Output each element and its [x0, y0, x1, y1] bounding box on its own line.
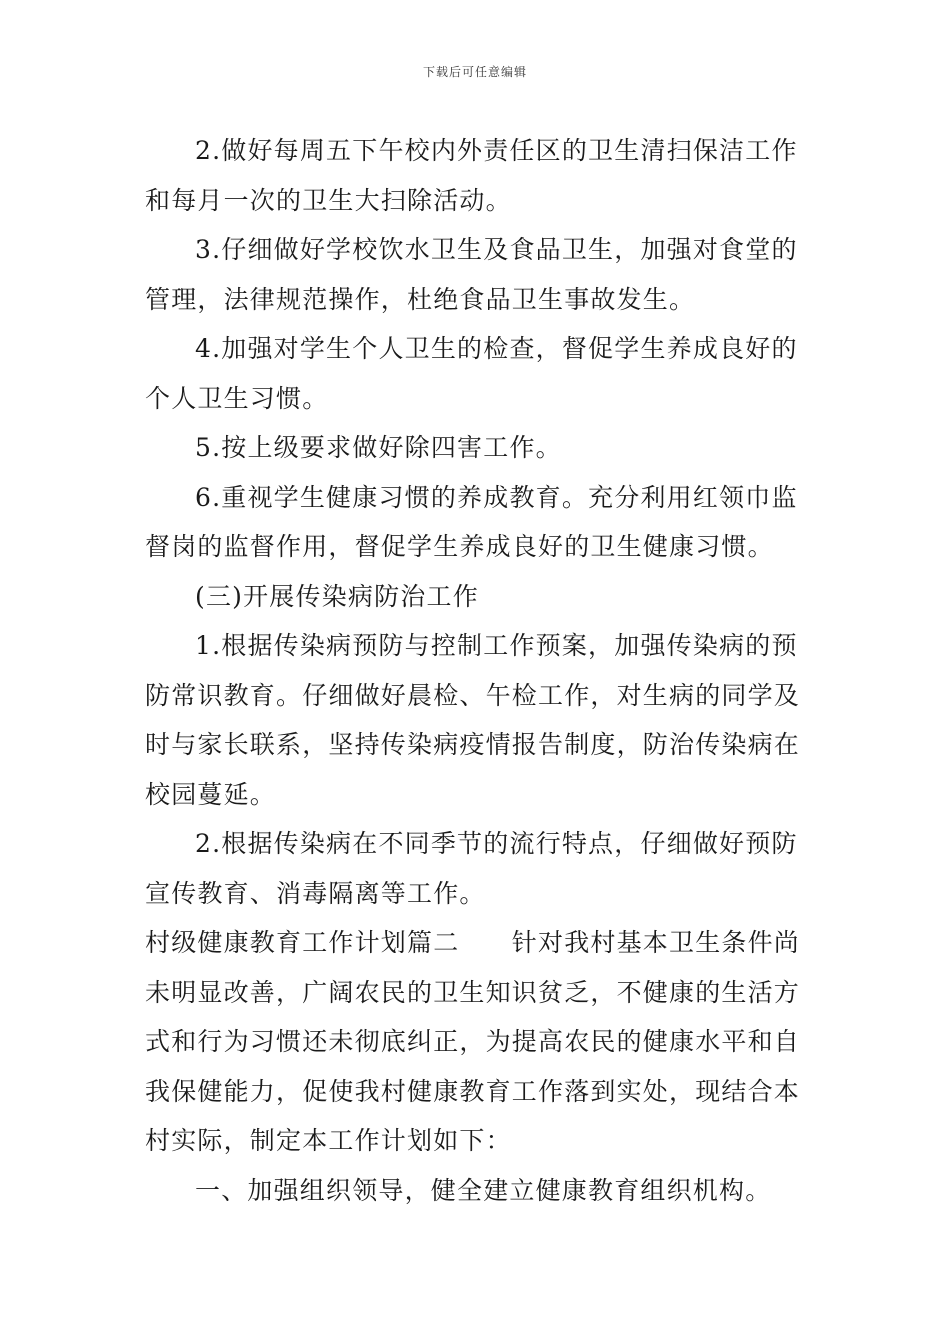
text-line: 村级健康教育工作计划篇二 针对我村基本卫生条件尚 — [145, 928, 801, 957]
text-line: 管理，法律规范操作，杜绝食品卫生事故发生。 — [145, 284, 696, 314]
text-line: 6.重视学生健康习惯的养成教育。充分利用红领巾监 — [195, 482, 798, 512]
text-line: 一、加强组织领导，健全建立健康教育组织机构。 — [195, 1175, 772, 1205]
text-line: 式和行为习惯还未彻底纠正，为提高农民的健康水平和自 — [145, 1027, 801, 1056]
text-line: 5.按上级要求做好除四害工作。 — [195, 433, 562, 462]
text-line: 村实际，制定本工作计划如下： — [145, 1126, 512, 1155]
document-body — [145, 126, 810, 1215]
text-line: 督岗的监督作用，督促学生养成良好的卫生健康习惯。 — [145, 532, 774, 561]
section-heading: (三)开展传染病防治工作 — [195, 581, 479, 611]
text-line: 未明显改善，广阔农民的卫生知识贫乏，不健康的生活方 — [145, 977, 801, 1007]
text-line: 2.做好每周五下午校内外责任区的卫生清扫保洁工作 — [195, 136, 798, 165]
text-line: 宣传教育、消毒隔离等工作。 — [145, 878, 486, 908]
text-line: 4.加强对学生个人卫生的检查，督促学生养成良好的 — [195, 334, 798, 363]
text-line: 防常识教育。仔细做好晨检、午检工作，对生病的同学及 — [145, 680, 801, 710]
text-line: 我保健能力，促使我村健康教育工作落到实处，现结合本 — [145, 1076, 801, 1106]
text-line: 时与家长联系，坚持传染病疫情报告制度，防治传染病在 — [145, 730, 801, 759]
text-line: 2.根据传染病在不同季节的流行特点，仔细做好预防 — [195, 829, 798, 858]
text-line: 1.根据传染病预防与控制工作预案，加强传染病的预 — [195, 631, 798, 660]
text-line: 3.仔细做好学校饮水卫生及食品卫生，加强对食堂的 — [195, 235, 798, 264]
text-line: 个人卫生习惯。 — [145, 383, 329, 413]
page-header-note: 下载后可任意编辑 — [422, 65, 527, 79]
text-line: 和每月一次的卫生大扫除活动。 — [145, 185, 512, 215]
text-line: 校园蔓延。 — [145, 779, 277, 809]
